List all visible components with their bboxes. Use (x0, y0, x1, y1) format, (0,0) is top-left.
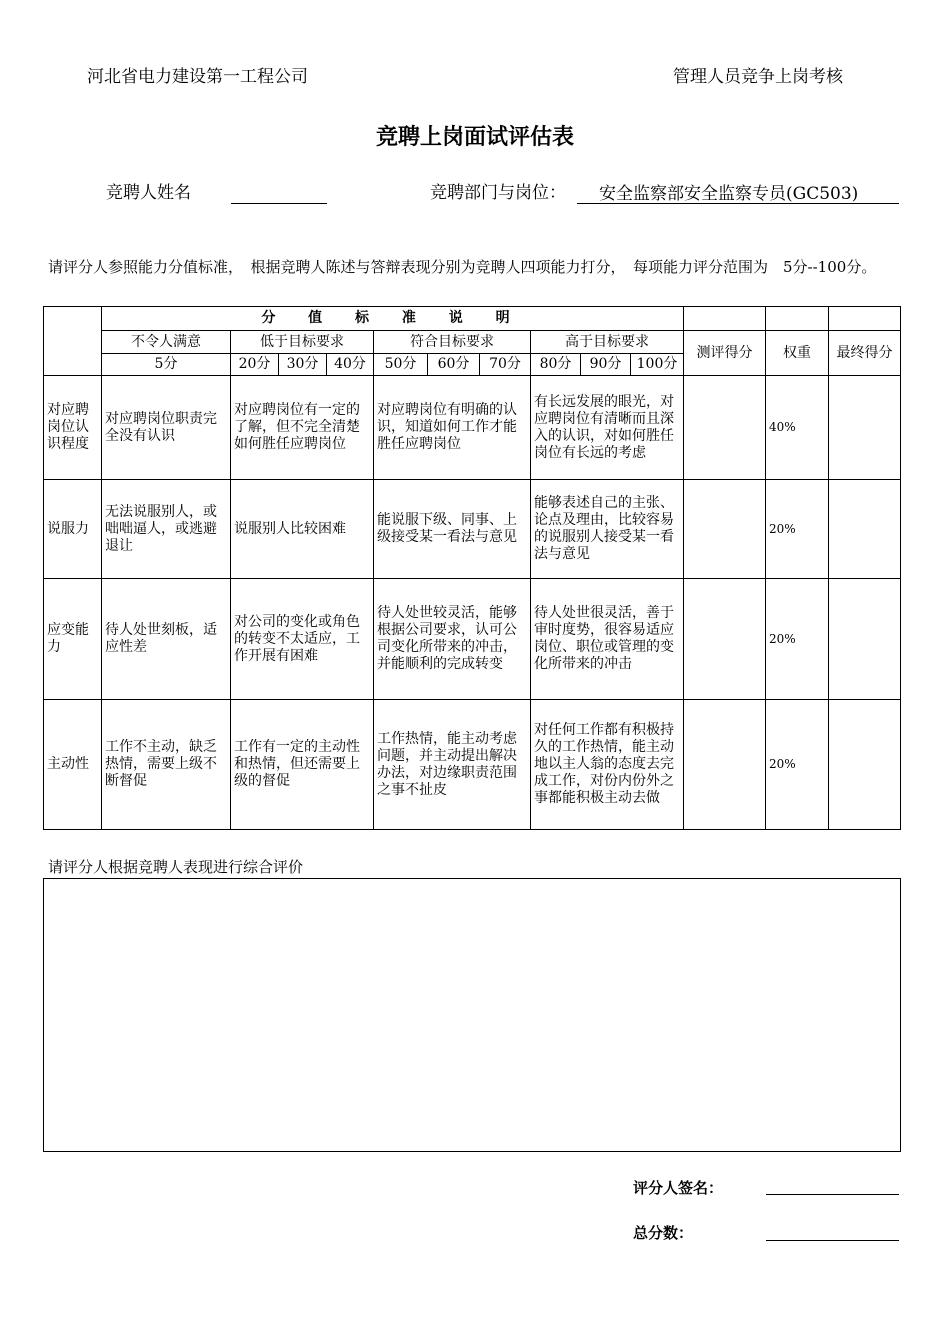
standard-header: 分 值 标 准 说 明 (102, 307, 684, 331)
blank-header-cell (684, 307, 766, 331)
score-60: 60分 (428, 354, 480, 376)
score-input[interactable] (684, 700, 766, 830)
final-score-input[interactable] (829, 579, 901, 700)
scoring-instruction: 请评分人参照能力分值标准， 根据竞聘人陈述与答辩表现分别为竞聘人四项能力打分， 每项能力评分范围为 5分--100分。 (48, 258, 877, 276)
criteria-meets: 能说服下级、同事、上级接受某一看法与意见 (374, 480, 531, 579)
blank-header-cell (766, 307, 829, 331)
table-row (44, 376, 901, 480)
score-5: 5分 (102, 354, 231, 376)
score-column-header: 测评得分 (684, 331, 766, 376)
department-label: 竞聘部门与岗位： (430, 183, 566, 203)
ability-name: 主动性 (44, 700, 102, 830)
score-input[interactable] (684, 579, 766, 700)
final-score-input[interactable] (829, 480, 901, 579)
signature-field[interactable] (766, 1194, 899, 1195)
criteria-above: 有长远发展的眼光，对应聘岗位有清晰而且深入的认识，对如何胜任岗位有长远的考虑 (531, 376, 684, 480)
score-20: 20分 (231, 354, 279, 376)
criteria-meets: 待人处世较灵活，能够根据公司要求，认可公司变化所带来的冲击，并能顺利的完成转变 (374, 579, 531, 700)
criteria-above: 对任何工作都有积极持久的工作热情，能主动地以主人翁的态度去完成工作，对份内份外之事都能积极主动去做 (531, 700, 684, 830)
criteria-below: 说服别人比较困难 (231, 480, 374, 579)
table-row (44, 480, 901, 579)
company-name: 河北省电力建设第一工程公司 (87, 67, 308, 87)
level-unsatisfactory: 不令人满意 (102, 331, 231, 354)
final-score-column-header: 最终得分 (829, 331, 901, 376)
score-80: 80分 (531, 354, 581, 376)
score-90: 90分 (581, 354, 631, 376)
criteria-below: 对公司的变化或角色的转变不太适应，工作开展有困难 (231, 579, 374, 700)
criteria-below: 工作有一定的主动性和热情，但还需要上级的督促 (231, 700, 374, 830)
ability-name: 说服力 (44, 480, 102, 579)
comment-label: 请评分人根据竞聘人表现进行综合评价 (48, 858, 304, 876)
applicant-name-field[interactable] (231, 179, 327, 204)
score-70: 70分 (480, 354, 531, 376)
weight-value: 20% (766, 579, 829, 700)
score-input[interactable] (684, 480, 766, 579)
ability-name: 对应聘岗位认识程度 (44, 376, 102, 480)
final-score-input[interactable] (829, 700, 901, 830)
criteria-unsatisfactory: 工作不主动，缺乏热情，需要上级不断督促 (102, 700, 231, 830)
weight-value: 20% (766, 700, 829, 830)
department-field (577, 179, 899, 204)
ability-name: 应变能力 (44, 579, 102, 700)
criteria-above: 待人处世很灵活，善于审时度势，很容易适应岗位、职位或管理的变化所带来的冲击 (531, 579, 684, 700)
level-above: 高于目标要求 (531, 331, 684, 354)
document-type: 管理人员竞争上岗考核 (673, 67, 843, 87)
score-40: 40分 (327, 354, 374, 376)
score-30: 30分 (279, 354, 327, 376)
criteria-below: 对应聘岗位有一定的了解，但不完全清楚如何胜任应聘岗位 (231, 376, 374, 480)
weight-column-header: 权重 (766, 331, 829, 376)
comment-box[interactable] (43, 878, 901, 1152)
final-score-input[interactable] (829, 376, 901, 480)
score-input[interactable] (684, 376, 766, 480)
weight-value: 20% (766, 480, 829, 579)
applicant-name-label: 竞聘人姓名 (106, 183, 191, 203)
level-below: 低于目标要求 (231, 331, 374, 354)
table-row (44, 579, 901, 700)
criteria-above: 能够表述自己的主张、论点及理由，比较容易的说服别人接受某一看法与意见 (531, 480, 684, 579)
department-value: 安全监察部安全监察专员(GC503) (599, 184, 859, 204)
criteria-meets: 对应聘岗位有明确的认识，知道如何工作才能胜任应聘岗位 (374, 376, 531, 480)
criteria-unsatisfactory: 对应聘岗位职责完全没有认识 (102, 376, 231, 480)
score-100: 100分 (631, 354, 684, 376)
page-title: 竞聘上岗面试评估表 (375, 124, 574, 150)
criteria-unsatisfactory: 待人处世刻板，适应性差 (102, 579, 231, 700)
weight-value: 40% (766, 376, 829, 480)
score-50: 50分 (374, 354, 428, 376)
signature-label: 评分人签名： (633, 1179, 724, 1197)
criteria-unsatisfactory: 无法说服别人，或咄咄逼人，或逃避退让 (102, 480, 231, 579)
ability-header-cell (44, 307, 102, 376)
blank-header-cell (829, 307, 901, 331)
criteria-meets: 工作热情，能主动考虑问题，并主动提出解决办法，对边缘职责范围之事不扯皮 (374, 700, 531, 830)
evaluation-table (43, 306, 901, 830)
total-score-label: 总分数： (633, 1224, 694, 1242)
total-score-field[interactable] (766, 1240, 899, 1241)
table-row (44, 700, 901, 830)
level-meets: 符合目标要求 (374, 331, 531, 354)
